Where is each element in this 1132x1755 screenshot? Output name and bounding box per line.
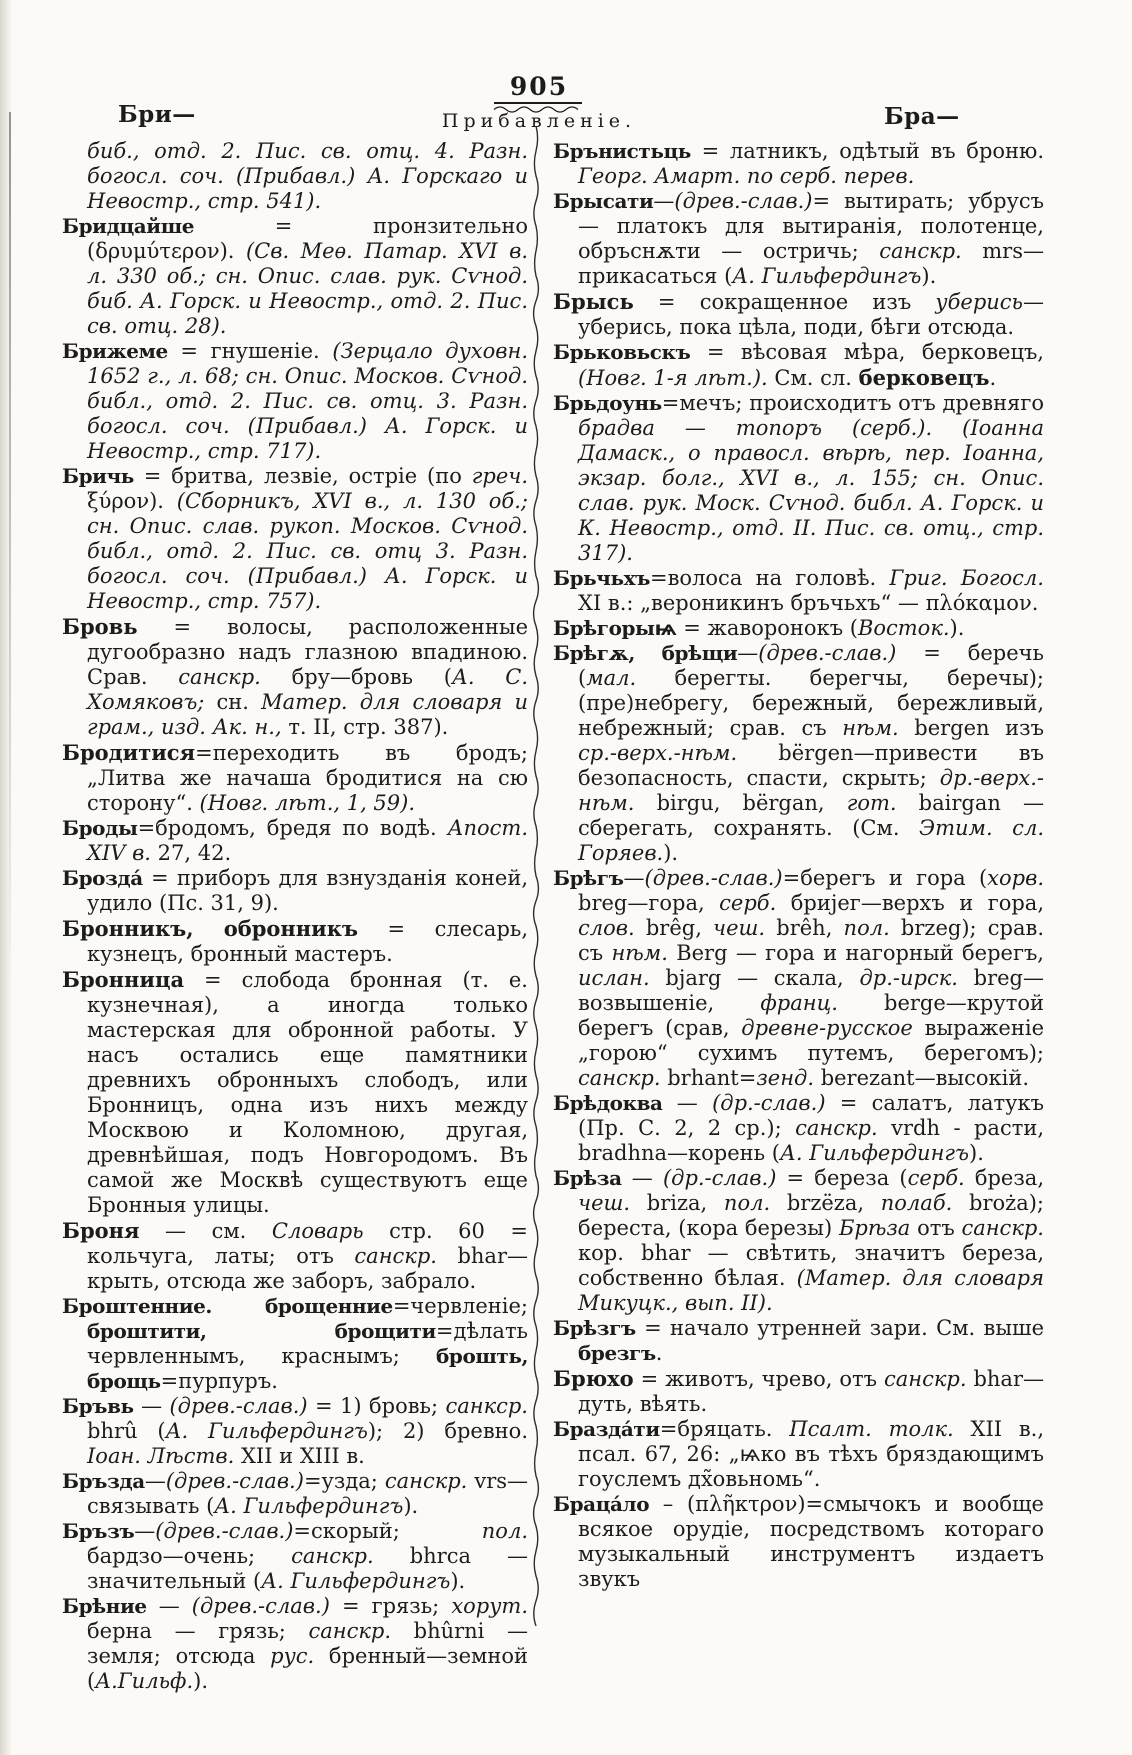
text-segment: — (653, 189, 675, 213)
text-segment: — (623, 866, 645, 890)
text-segment: санскр. (384, 1469, 468, 1493)
text-segment: = приборъ для взнузданія коней, удило (Пс. 31, 9). (87, 866, 528, 915)
entry-headword: Брюхо (553, 1366, 634, 1391)
dictionary-entry (553, 641, 1044, 866)
text-segment: = слесарь, кузнецъ, бронный мастеръ. (87, 917, 528, 966)
text-segment: А. Гильфердингъ (165, 1419, 368, 1443)
text-segment: (Зерцало духовн. 1652 г., л. 68; сн. Опис. Москов. Сѵнод. библ., отд. 2. Пис. св. отц. 3. Разн. богосл. соч. (Прибавл.) А. Горск. и Невостр., стр. 717). (87, 339, 528, 463)
dictionary-entry (62, 214, 528, 339)
text-segment: нѣм. (842, 716, 899, 740)
text-segment: брезгъ (578, 1341, 656, 1365)
text-segment: bergen изъ (898, 716, 1044, 740)
text-segment: brêh, (765, 916, 844, 940)
text-segment: bhûrni — земля; отсюда (87, 1619, 528, 1668)
text-segment: А. Гильфердингъ (261, 1569, 451, 1593)
entry-headword: Брысати (553, 189, 654, 213)
text-segment: Іоан. Лѣств. (87, 1444, 235, 1468)
running-head-right: Бра— (884, 103, 960, 130)
dictionary-entry (62, 916, 528, 967)
dictionary-entry (553, 139, 1044, 189)
dictionary-entry (553, 1166, 1044, 1316)
text-segment: brêg, (634, 916, 714, 940)
text-segment: bhar—дуть, вѣять. (578, 1367, 1044, 1416)
text-segment: ). (949, 616, 965, 640)
text-segment: broża); береста, (кора березы) (578, 1191, 1044, 1240)
text-segment: breg—возвышеніе, (578, 966, 1044, 1015)
dictionary-entry (553, 1417, 1044, 1492)
text-segment: —уберись, пока цѣла, поди, бѣги отсюда. (578, 290, 1044, 339)
text-segment: = волосы, расположенные дугообразно надъ глазною впадиною. Срав. (87, 615, 528, 689)
text-segment: — (737, 641, 759, 665)
left-column (62, 139, 528, 1694)
text-segment: = беречь ( (578, 641, 1044, 690)
text-segment: (Новг. 1-я лѣт.). (578, 366, 768, 390)
dictionary-entry (62, 1394, 528, 1469)
text-segment: =червленіе; (392, 1294, 528, 1318)
text-segment: санскр. (883, 1367, 967, 1391)
dictionary-entry (62, 139, 528, 214)
text-segment: ); 2) бревно. (367, 1419, 528, 1443)
text-segment: франц. (760, 991, 838, 1015)
text-segment: brzëza, (770, 1191, 881, 1215)
dictionary-entry (62, 740, 528, 816)
text-segment: кор. bhar — свѣтить, значитъ береза, собственно бѣлая. (578, 1241, 1044, 1290)
text-segment: Berg — гора и нагорный берегъ, (667, 941, 1044, 965)
text-segment: санскр. (354, 1244, 437, 1268)
text-segment: ислан. (578, 966, 650, 990)
text-segment: т. II, стр. 387). (281, 715, 449, 739)
text-segment: слов. (578, 916, 635, 940)
text-segment: ср.-верх.-нѣм. (578, 741, 738, 765)
text-segment: bairgan — сберегать, сохранять. (См. (578, 791, 1044, 840)
text-segment: ). (403, 1494, 419, 1518)
text-segment: (древ.-слав.) (155, 1519, 294, 1543)
text-segment: пол. (843, 916, 890, 940)
running-head-left: Бри— (118, 101, 196, 128)
entry-headword: Брѣгорыѩ (553, 616, 677, 640)
text-segment: . (655, 1341, 663, 1365)
text-segment: А. Гильфердингъ (214, 1494, 404, 1518)
text-segment: санскр. (879, 239, 962, 263)
text-segment: броштити, брощити (87, 1319, 436, 1343)
text-segment: др.-верх.-нѣм. (578, 766, 1044, 815)
text-segment: Брѣза (838, 1216, 911, 1240)
text-segment: 27, 42. (150, 841, 232, 865)
entry-headword: Брѣние (62, 1594, 147, 1618)
text-segment: XII и XIII в. (234, 1444, 365, 1468)
text-segment: =берегъ и гора ( (782, 866, 988, 890)
text-segment: =волоса на головѣ. (650, 566, 890, 590)
entry-headword: Бразда́ти (553, 1417, 660, 1441)
entry-headword: Брѣзгъ (553, 1316, 636, 1340)
text-segment: пол. (723, 1191, 771, 1215)
text-segment: = береза ( (776, 1166, 908, 1190)
dictionary-entry (62, 1294, 528, 1394)
entry-headword: Брѣдоква (553, 1091, 663, 1115)
dictionary-entry (553, 340, 1044, 391)
text-segment: = бритва, лезвіе, остріе (по (133, 464, 472, 488)
text-segment: А. Гильфердингъ (732, 264, 922, 288)
text-segment: (древ.-слав.) (169, 1394, 308, 1418)
entry-headword: Брысь (553, 289, 634, 314)
text-segment: санскр. (291, 1544, 374, 1568)
text-segment: — (621, 1166, 663, 1190)
entry-headword: Брѣза (553, 1166, 622, 1190)
entry-headword: Бровь (62, 614, 138, 639)
text-segment: =узда; (303, 1469, 385, 1493)
text-segment: гот. (846, 791, 897, 815)
text-segment: нѣм. (611, 941, 668, 965)
text-segment: пол. (481, 1519, 528, 1543)
dictionary-entry (553, 1366, 1044, 1417)
text-segment: греч. (471, 464, 528, 488)
text-segment: чеш. (578, 1191, 631, 1215)
text-segment: А. Гильфердингъ (779, 1141, 970, 1165)
page-running-title: Прибавленіе. (441, 110, 637, 132)
text-segment: (Св. Меѳ. Патар. XVI в. л. 330 об.; сн. Опис. слав. рук. Сѵнод. биб. А. Горск. и Невостр., отд. 2. Пис. св. отц. 28). (87, 239, 528, 338)
text-segment: (древ.-слав.) (644, 866, 783, 890)
text-segment: полаб. (880, 1191, 953, 1215)
text-segment: XII в., псал. 67, 26: „ѩко въ тѣхъ бряздающимъ гоуслемъ дх̃овьномь“. (578, 1417, 1045, 1491)
text-segment: уберись (935, 290, 1023, 314)
text-segment: ). (921, 264, 937, 288)
text-segment: bjarg — скала, (649, 966, 860, 990)
text-segment: Псалт. толк. (789, 1417, 954, 1441)
text-segment: бру—бровь ( (260, 665, 452, 689)
text-segment: ). (193, 1669, 209, 1693)
text-segment: = слобода бронная (т. е. кузнечная), а иногда только мастерская для обронной работы. У насъ остались еще памятники древнихъ обронныхъ слободъ, или Бронницъ, одна изъ нихъ между Москвою и Коломною, другая, древнѣйшая, подъ Новгородомъ. Въ самой же Москвѣ существуютъ еще Бронныя улицы. (87, 968, 528, 1217)
text-segment: стр. 60 = кольчуга, латы; отъ (87, 1219, 528, 1268)
dictionary-entry (62, 866, 528, 916)
text-segment: ξύρον). (87, 489, 177, 513)
text-segment: ). (969, 1141, 984, 1165)
column-divider (529, 126, 543, 1626)
text-segment: санскр. (795, 1116, 878, 1140)
text-segment: санскр. (961, 1216, 1044, 1240)
text-segment: А.Гильф. (95, 1669, 194, 1693)
dictionary-entry (553, 1091, 1044, 1166)
text-segment: Восток. (857, 616, 950, 640)
entry-headword: Брѣгѫ, брѣщи (553, 641, 738, 665)
text-segment: berezant—высокій. (814, 1066, 1030, 1090)
text-segment: bhrca — значительный ( (87, 1544, 528, 1593)
text-segment: vrs—связывать ( (87, 1469, 529, 1518)
dictionary-entry (553, 866, 1044, 1091)
text-segment: серб. (907, 1166, 965, 1190)
text-segment: ). (663, 841, 679, 865)
entry-headword: Брьковьскъ (553, 340, 691, 364)
entry-headword: Бродитися (62, 740, 196, 765)
text-segment: =скорый; (293, 1519, 482, 1543)
text-segment: (Сборникъ, XVI в., л. 130 об.; сн. Опис. слав. рукоп. Москов. Сѵнод. библ., отд. 2. Пис. св. отц 3. Разн. богосл. соч. (Прибавл.) А. Горск. и Невостр., стр. 757). (87, 489, 528, 613)
entry-headword: Брозда́ (62, 866, 143, 890)
text-segment: = 1) бровь; (307, 1394, 446, 1418)
page-number-rule (494, 102, 582, 104)
dictionary-entry (553, 289, 1044, 340)
text-segment: берковецъ (858, 365, 990, 390)
text-segment: — (134, 1519, 156, 1543)
dictionary-entry (553, 616, 1044, 641)
text-segment: серб. (719, 891, 777, 915)
text-segment: древне-русское (741, 1016, 913, 1040)
entry-headword: Брьдоунь (553, 391, 662, 415)
text-segment: brzeg); срав. съ (578, 916, 1044, 965)
text-segment: =дѣлать червленнымъ, краснымъ; (87, 1319, 528, 1368)
text-segment: breg—гора, (578, 891, 720, 915)
entry-headword: Бръвь (62, 1394, 134, 1418)
text-segment: — (133, 1394, 170, 1418)
text-segment: брошть, брощь (87, 1344, 528, 1393)
text-segment: =пурпуръ. (160, 1369, 278, 1393)
dictionary-entry (62, 464, 528, 614)
entry-headword: Браца́ло (553, 1492, 650, 1516)
entry-headword: Броня (62, 1218, 140, 1243)
text-segment: — (146, 1594, 192, 1618)
text-segment: — см. (139, 1219, 272, 1243)
text-segment: рус. (270, 1644, 315, 1668)
text-segment: bhar—крыть, отсюда же заборъ, забрало. (87, 1244, 528, 1293)
text-segment: = салатъ, латукъ (Пр. С. 2, 2 ср.); (578, 1091, 1044, 1140)
text-segment: (др.-слав.) (712, 1091, 826, 1115)
text-segment: бриjег—верхъ и гора, (776, 891, 1045, 915)
text-segment: мал. (586, 666, 637, 690)
scan-gutter-line (9, 112, 11, 992)
text-segment: = вѣсовая мѣра, берковецъ, (690, 340, 1044, 364)
text-segment: =бряцать. (659, 1417, 790, 1441)
dictionary-entry (62, 1469, 528, 1519)
dictionary-entry (62, 816, 528, 866)
text-segment: биб., отд. 2. Пис. св. отц. 4. Разн. богосл. соч. (Прибавл.) А. Горскаго и Невостр., стр. 541). (87, 139, 528, 213)
entry-headword: Броштенние. брощенние (62, 1294, 393, 1318)
text-segment: (древ.-слав.) (674, 189, 813, 213)
text-segment: чеш. (713, 916, 766, 940)
entry-headword: Брънистьць (553, 139, 691, 163)
text-segment: Матер. для словаря и грам., изд. Ак. н., (87, 690, 528, 739)
entry-headword: Бръзда (62, 1469, 145, 1493)
text-segment: хорут. (451, 1594, 529, 1618)
entry-headword: Бричь (62, 464, 134, 488)
entry-headword: Бронникъ, обронникъ (62, 916, 358, 941)
text-segment: (древ.-слав.) (758, 641, 897, 665)
text-segment: бардзо—очень; (87, 1544, 292, 1568)
text-segment: (древ.-слав.) (165, 1469, 304, 1493)
page-number: 905 (509, 72, 569, 101)
text-segment: См. сл. (767, 366, 859, 390)
dictionary-entry (553, 1316, 1044, 1366)
column-divider-path (534, 126, 539, 1626)
entry-headword: Брѣгъ (553, 866, 624, 890)
text-segment: vrdh - расти, bradhna—корень ( (578, 1116, 1044, 1165)
text-segment: = сокращенное изъ (633, 290, 936, 314)
text-segment: санскр. (178, 665, 261, 689)
text-segment: = пронзительно (δρυμύτερον). (87, 214, 528, 263)
text-segment: — (662, 1091, 713, 1115)
text-segment: bërgen—привести въ безопасность, спасти, скрыть; (578, 741, 1044, 790)
text-segment: (древ.-слав.) (191, 1594, 330, 1618)
text-segment: А. С. Хомяковъ; (87, 665, 528, 714)
text-segment: =переходить въ бродъ; „Литва же начаша бродитися на сю сторону“. (87, 741, 528, 815)
text-segment: (Новг. лѣт., 1, 59). (199, 791, 416, 815)
text-segment: (Матер. для словаря Микуцк., вып. II). (578, 1266, 1044, 1315)
entry-headword: Бронница (62, 967, 185, 992)
text-segment: выраженіе „горою“ сухимъ путемъ, берегомъ); (578, 1016, 1044, 1065)
text-segment: birgu, bërgan, (634, 791, 847, 815)
text-segment: (др.-слав.) (662, 1166, 777, 1190)
dictionary-entry (62, 967, 528, 1218)
text-segment: брадва — топоръ (серб.). (Іоанна Дамаск., о правосл. вѣрѣ, пер. Іоанна, экзар. болг., XVI в., л. 155; сн. Опис. слав. рук. Моск. Сѵнод. библ. А. Горск. и К. Невостр., отд. II. Пис. св. отц., стр. 317). (578, 416, 1044, 565)
dictionary-entry (62, 339, 528, 464)
dictionary-entry (62, 1594, 528, 1694)
text-segment: . (989, 366, 997, 390)
text-segment: =бродомъ, бредя по водѣ. (137, 816, 448, 840)
text-segment: берна — грязь; (87, 1619, 309, 1643)
text-segment: = латникъ, одѣтый въ броню. (690, 139, 1044, 163)
text-segment: – (πλῆκτρον)=смычокъ и вообще всякое орудіе, посредствомъ котораго музыкальный инструментъ издаетъ звукъ (578, 1492, 1044, 1591)
text-segment: XI в.: „вероникинъ бръчьхъ“ — πλόκαμον. (578, 591, 1039, 615)
text-segment: санскр. (578, 1066, 661, 1090)
dictionary-entry (553, 391, 1044, 566)
text-segment: Апост. XIV в. (87, 816, 528, 865)
text-segment: Словарь (271, 1219, 364, 1243)
text-segment: bhrû ( (87, 1419, 166, 1443)
right-column (553, 139, 1044, 1592)
text-segment: санкср. (445, 1394, 528, 1418)
text-segment: Этим. сл. Горяев. (578, 816, 1044, 865)
text-segment: Георг. Амарт. по серб. перев. (578, 164, 915, 188)
dictionary-entry (553, 189, 1044, 289)
text-segment: отъ (910, 1216, 962, 1240)
text-segment: = гнушеніе. (167, 339, 333, 363)
text-segment: berge—крутой берегъ (срав, (578, 991, 1044, 1040)
text-segment: Григ. Богосл. (889, 566, 1044, 590)
text-segment: =мечъ; происходитъ отъ древняго (661, 391, 1044, 415)
dictionary-entry (553, 566, 1044, 616)
text-segment: briza, (630, 1191, 724, 1215)
text-segment: = жаворонокъ ( (676, 616, 858, 640)
text-segment: — (144, 1469, 166, 1493)
text-segment: сн. (204, 690, 262, 714)
text-segment: бреза, (964, 1166, 1044, 1190)
text-segment: берегты. берегчы, беречы); (пре)небрегу, бережный, бережливый, небрежный; срав. съ (578, 666, 1044, 740)
entry-headword: Бръзъ (62, 1519, 135, 1543)
dictionary-entry (553, 1492, 1044, 1592)
entry-headword: Брьчьхъ (553, 566, 651, 590)
text-segment: бренный—земной ( (87, 1644, 528, 1693)
text-segment: = вытирать; убрусъ — платокъ для вытиранія, полотенце, обръснѫти — остричь; (578, 189, 1044, 263)
text-segment: = грязь; (329, 1594, 452, 1618)
text-segment: ). (450, 1569, 466, 1593)
text-segment: хорв. (987, 866, 1044, 890)
dictionary-entry (62, 1218, 528, 1294)
text-segment: санскр. (308, 1619, 392, 1643)
text-segment: mrs—прикасаться ( (578, 239, 1044, 288)
text-segment: = животъ, чрево, отъ (633, 1367, 884, 1391)
text-segment: др.-ирск. (859, 966, 958, 990)
entry-headword: Бридцайше (62, 214, 195, 238)
text-segment: brhant= (660, 1066, 757, 1090)
entry-headword: Брижеме (62, 339, 168, 363)
dictionary-entry (62, 614, 528, 740)
entry-headword: Броды (62, 816, 138, 840)
text-segment: = начало утренней зари. См. выше (635, 1316, 1044, 1340)
dictionary-entry (62, 1519, 528, 1594)
text-segment: зенд. (756, 1066, 815, 1090)
